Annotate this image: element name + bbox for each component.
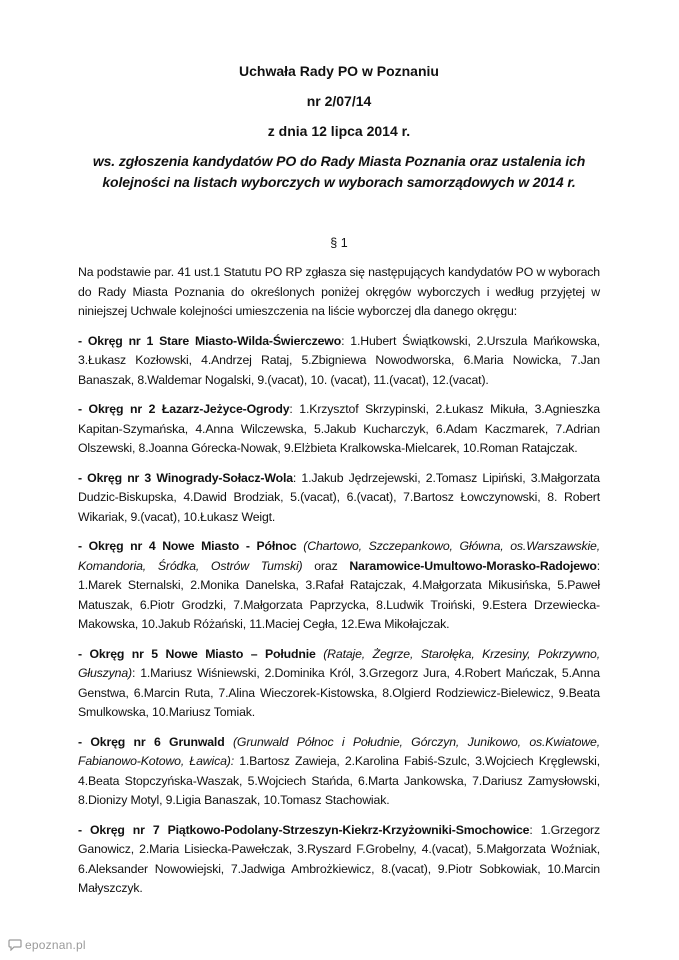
district-name: - Okręg nr 1 Stare Miasto-Wilda-Świerczewo xyxy=(78,333,342,348)
district-candidates: : 1.Krzysztof Skrzypinski, 2.Łukasz Mikuła, 3.Agnieszka Kapitan-Szymańska, 4.Anna Wilczewska, 5.Jakub Kucharczyk, 6.Adam Kaczmarek, 7.Adrian Olszewski, 8.Joanna Górecka-Nowak, 9.Elżbieta Kralkowska-Mielcarek, 10.Roman Ratajczak. xyxy=(78,402,600,455)
district-candidates: : 1.Marek Sternalski, 2.Monika Danelska, 3.Rafał Ratajczak, 4.Małgorzata Mikusińska, 5.Paweł Matuszak, 6.Piotr Grodzki, 7.Małgorzata Paprzycka, 8.Ludwik Troiński, 9.Estera Drzewiecka-Makowska, 10.Jakub Różański, 11.Maciej Cegła, 12.Ewa Mikołajczak. xyxy=(78,558,601,631)
district-name: - Okręg nr 3 Winogrady-Sołacz-Wola xyxy=(78,470,293,485)
district-candidates: : 1.Hubert Świątkowski, 2.Urszula Mańkowska, 3.Łukasz Kozłowski, 4.Andrzej Rataj, 5.Zbigniewa Nowodworska, 6.Maria Nowicka, 7.Jan Banaszak, 8.Waldemar Nogalski, 9.(vacat), 10. (vacat), 11.(vacat), 12.(vacat). xyxy=(78,333,600,387)
resolution-date: z dnia 12 lipca 2014 r. xyxy=(267,123,411,139)
district-paragraph xyxy=(78,469,600,528)
district-paragraph xyxy=(78,645,600,723)
resolution-title: Uchwała Rady PO w Poznaniu xyxy=(239,63,439,79)
district-candidates: : 1.Grzegorz Ganowicz, 2.Maria Lisiecka-Pawełczak, 3.Ryszard F.Grobelny, 4.(vacat), 5.Małgorzata Woźniak, 6.Aleksander Nowowiejski, 7.Jadwiga Ambrożkiewicz, 8.(vacat), 9.Piotr Sobkowiak, 10.Marcin Małyszczyk. xyxy=(78,822,601,895)
district-candidates: : 1.Jakub Jędrzejewski, 2.Tomasz Lipiński, 3.Małgorzata Dudzic-Biskupska, 4.Dawid Brodziak, 5.(vacat), 6.(vacat), 7.Bartosz Łowczynowski, 8. Robert Wikariak, 9.(vacat), 10.Łukasz Weigt. xyxy=(78,470,600,524)
resolution-number: nr 2/07/14 xyxy=(306,93,372,109)
district-name-extra: Naramowice-Umultowo-Morasko-Radojewo xyxy=(349,558,597,573)
district-areas: (Grunwald Północ i Południe, Górczyn, Junikowo, os.Kwiatowe, Fabianowo-Kotowo, Ławica): xyxy=(78,734,600,768)
district-list xyxy=(78,332,600,899)
district-paragraph xyxy=(78,400,600,459)
district-name: - Okręg nr 7 Piątkowo-Podolany-Strzeszyn-Kiekrz-Krzyżowniki-Smochowice xyxy=(78,822,530,837)
district-paragraph xyxy=(78,332,600,391)
watermark-text: epoznan.pl xyxy=(25,938,86,952)
district-joiner: oraz xyxy=(302,558,350,573)
section-mark: § 1 xyxy=(330,236,348,250)
district-name: - Okręg nr 4 Nowe Miasto - Północ xyxy=(78,539,297,553)
document-page xyxy=(78,62,600,899)
district-candidates: : 1.Mariusz Wiśniewski, 2.Dominika Król, 3.Grzegorz Jura, 4.Robert Mańczak, 5.Anna Genstwa, 6.Marcin Ruta, 7.Alina Wieczorek-Kistowska, 8.Olgierd Rodziewicz-Bielewicz, 9.Beata Smulkowska, 10.Mariusz Tomiak. xyxy=(78,666,600,719)
speech-bubble-icon xyxy=(8,939,22,951)
district-paragraph xyxy=(78,537,600,635)
district-candidates: 1.Bartosz Zawieja, 2.Karolina Fabiś-Szulc, 3.Wojciech Kręglewski, 4.Beata Stopczyńska-Waszak, 5.Wojciech Stańda, 6.Marta Jankowska, 7.Dariusz Zamysłowski, 8.Dionizy Motyl, 9.Ligia Banaszak, 10.Tomasz Stachowiak. xyxy=(78,754,600,807)
district-name: - Okręg nr 5 Nowe Miasto – Południe xyxy=(78,646,316,661)
district-name: - Okręg nr 6 Grunwald xyxy=(78,734,225,749)
district-name: - Okręg nr 2 Łazarz-Jeżyce-Ogrody xyxy=(78,402,290,416)
district-paragraph xyxy=(78,821,600,899)
resolution-subject: ws. zgłoszenia kandydatów PO do Rady Miasta Poznania oraz ustalenia ich kolejności na listach wyborczych w wyborach samorządowych w 2014 r. xyxy=(92,153,586,190)
district-areas: (Rataje, Żegrze, Starołęka, Krzesiny, Pokrzywno, Głuszyna) xyxy=(78,646,600,680)
district-areas: (Chartowo, Szczepankowo, Główna, os.Warszawskie, Komandoria, Śródka, Ostrów Tumski) xyxy=(78,539,601,573)
watermark xyxy=(8,938,86,952)
district-paragraph xyxy=(78,733,600,811)
intro-paragraph: Na podstawie par. 41 ust.1 Statutu PO RP zgłasza się następujących kandydatów PO w wyborach do Rady Miasta Poznania do określonych poniżej okręgów wyborczych i według przyjętej w niniejszej Uchwale kolejności umieszczenia na liście wyborczej dla danego okręgu: xyxy=(78,265,600,318)
